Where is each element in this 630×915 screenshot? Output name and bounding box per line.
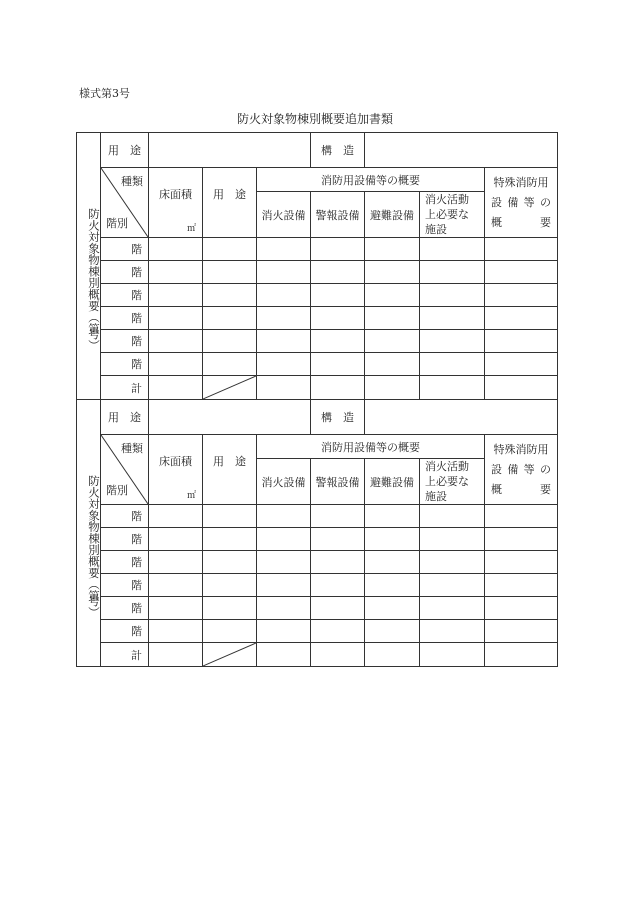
extinguishing-equipment-header: 消火設備 xyxy=(257,192,311,238)
floor-area-cell[interactable] xyxy=(149,353,203,376)
alarm-cell[interactable] xyxy=(311,620,365,643)
side-label-tail: 号） xyxy=(87,594,101,618)
total-extinguishing-cell[interactable] xyxy=(257,643,311,667)
special-equipment-header: 特殊消防用 設 備 等 の 概 要 xyxy=(485,435,558,505)
use-cell[interactable] xyxy=(203,597,257,620)
evacuation-cell[interactable] xyxy=(365,574,420,597)
special-cell[interactable] xyxy=(485,574,558,597)
form-number: 様式第3号 xyxy=(79,87,130,100)
kind-floor-header xyxy=(101,435,149,505)
structure-label: 構 造 xyxy=(311,400,365,435)
use-cell[interactable] xyxy=(203,551,257,574)
building-summary-block xyxy=(76,399,557,667)
alarm-cell[interactable] xyxy=(311,353,365,376)
firefighting-facility-header: 消火活動 上必要な 施設 xyxy=(420,459,485,505)
firefighting-facility-header: 消火活動 上必要な 施設 xyxy=(420,192,485,238)
use-cell[interactable] xyxy=(203,620,257,643)
floor-area-label: 床面積 xyxy=(159,188,192,201)
firefighting-cell[interactable] xyxy=(420,574,485,597)
area-unit: ㎡ xyxy=(186,491,196,501)
floor-area-cell[interactable] xyxy=(149,551,203,574)
evacuation-cell[interactable] xyxy=(365,284,420,307)
special-cell[interactable] xyxy=(485,284,558,307)
special-cell[interactable] xyxy=(485,620,558,643)
alarm-cell[interactable] xyxy=(311,505,365,528)
use-cell[interactable] xyxy=(203,330,257,353)
side-label-box xyxy=(76,399,100,667)
use-col-header: 用 途 xyxy=(203,168,257,238)
alarm-cell[interactable] xyxy=(311,284,365,307)
firefighting-cell[interactable] xyxy=(420,505,485,528)
evacuation-cell[interactable] xyxy=(365,597,420,620)
alarm-cell[interactable] xyxy=(311,307,365,330)
side-label-main: 防火対象物棟別概要（第 xyxy=(87,474,101,602)
floor-area-cell[interactable] xyxy=(149,284,203,307)
floor-row-label: 階 xyxy=(101,330,149,353)
floor-area-cell[interactable] xyxy=(149,574,203,597)
fire-equipment-header: 消防用設備等の概要 xyxy=(257,435,485,459)
special-cell[interactable] xyxy=(485,261,558,284)
extinguishing-cell[interactable] xyxy=(257,528,311,551)
floor-area-cell[interactable] xyxy=(149,505,203,528)
use-value-field[interactable] xyxy=(149,133,311,168)
building-summary-block xyxy=(76,132,557,400)
special-cell[interactable] xyxy=(485,353,558,376)
total-evacuation-cell[interactable] xyxy=(365,376,420,400)
alarm-equipment-header: 警報設備 xyxy=(311,192,365,238)
extinguishing-cell[interactable] xyxy=(257,238,311,261)
structure-value-field[interactable] xyxy=(365,133,558,168)
floor-row-label: 階 xyxy=(101,574,149,597)
extinguishing-cell[interactable] xyxy=(257,330,311,353)
special-cell[interactable] xyxy=(485,505,558,528)
side-label-main: 防火対象物棟別概要（第 xyxy=(87,207,101,335)
special-cell[interactable] xyxy=(485,528,558,551)
firefighting-cell[interactable] xyxy=(420,551,485,574)
floor-row-label: 階 xyxy=(101,505,149,528)
special-cell[interactable] xyxy=(485,597,558,620)
extinguishing-cell[interactable] xyxy=(257,284,311,307)
use-label: 用 途 xyxy=(101,133,149,168)
floor-row-label: 階 xyxy=(101,353,149,376)
area-unit: ㎡ xyxy=(186,224,196,234)
total-use-cell-struck xyxy=(203,643,257,667)
total-alarm-cell[interactable] xyxy=(311,643,365,667)
extinguishing-cell[interactable] xyxy=(257,353,311,376)
firefighting-cell[interactable] xyxy=(420,307,485,330)
structure-value-field[interactable] xyxy=(365,400,558,435)
alarm-cell[interactable] xyxy=(311,597,365,620)
special-equipment-header: 特殊消防用 設 備 等 の 概 要 xyxy=(485,168,558,238)
side-label-tail: 号） xyxy=(87,327,101,351)
evacuation-cell[interactable] xyxy=(365,330,420,353)
kind-floor-header xyxy=(101,168,149,238)
structure-label: 構 造 xyxy=(311,133,365,168)
firefighting-cell[interactable] xyxy=(420,261,485,284)
use-label: 用 途 xyxy=(101,400,149,435)
floor-row-label: 階 xyxy=(101,528,149,551)
document-title: 防火対象物棟別概要追加書類 xyxy=(236,112,393,126)
floor-row-label: 階 xyxy=(101,597,149,620)
extinguishing-cell[interactable] xyxy=(257,307,311,330)
evacuation-equipment-header: 避難設備 xyxy=(365,192,420,238)
total-special-cell[interactable] xyxy=(485,376,558,400)
evacuation-equipment-header: 避難設備 xyxy=(365,459,420,505)
use-cell[interactable] xyxy=(203,261,257,284)
use-cell[interactable] xyxy=(203,307,257,330)
alarm-cell[interactable] xyxy=(311,261,365,284)
total-label: 計 xyxy=(101,643,149,667)
floor-row-label: 階 xyxy=(101,261,149,284)
firefighting-cell[interactable] xyxy=(420,238,485,261)
total-area-cell[interactable] xyxy=(149,376,203,400)
floor-row-label: 階 xyxy=(101,620,149,643)
kind-label: 種類 xyxy=(121,442,143,455)
special-cell[interactable] xyxy=(485,330,558,353)
total-firefighting-cell[interactable] xyxy=(420,643,485,667)
total-special-cell[interactable] xyxy=(485,643,558,667)
extinguishing-equipment-header: 消火設備 xyxy=(257,459,311,505)
floor-area-cell[interactable] xyxy=(149,261,203,284)
use-cell[interactable] xyxy=(203,284,257,307)
kind-label: 種類 xyxy=(121,175,143,188)
total-firefighting-cell[interactable] xyxy=(420,376,485,400)
floor-row-label: 階 xyxy=(101,284,149,307)
side-label-box xyxy=(76,132,100,400)
firefighting-cell[interactable] xyxy=(420,330,485,353)
use-cell[interactable] xyxy=(203,505,257,528)
floor-area-label: 床面積 xyxy=(159,455,192,468)
firefighting-cell[interactable] xyxy=(420,597,485,620)
fire-equipment-header: 消防用設備等の概要 xyxy=(257,168,485,192)
evacuation-cell[interactable] xyxy=(365,620,420,643)
floor-row-label: 階 xyxy=(101,238,149,261)
firefighting-cell[interactable] xyxy=(420,528,485,551)
floor-area-header xyxy=(149,168,203,238)
summary-table xyxy=(100,399,558,667)
use-cell[interactable] xyxy=(203,238,257,261)
evacuation-cell[interactable] xyxy=(365,551,420,574)
floor-area-cell[interactable] xyxy=(149,620,203,643)
use-value-field[interactable] xyxy=(149,400,311,435)
use-cell[interactable] xyxy=(203,353,257,376)
alarm-cell[interactable] xyxy=(311,574,365,597)
alarm-cell[interactable] xyxy=(311,330,365,353)
evacuation-cell[interactable] xyxy=(365,505,420,528)
use-cell[interactable] xyxy=(203,574,257,597)
evacuation-cell[interactable] xyxy=(365,353,420,376)
evacuation-cell[interactable] xyxy=(365,261,420,284)
alarm-cell[interactable] xyxy=(311,551,365,574)
floor-row-label: 階 xyxy=(101,307,149,330)
alarm-cell[interactable] xyxy=(311,528,365,551)
floor-label: 階別 xyxy=(106,217,128,230)
floor-area-cell[interactable] xyxy=(149,330,203,353)
use-cell[interactable] xyxy=(203,528,257,551)
extinguishing-cell[interactable] xyxy=(257,551,311,574)
floor-area-header xyxy=(149,435,203,505)
floor-area-cell[interactable] xyxy=(149,307,203,330)
extinguishing-cell[interactable] xyxy=(257,505,311,528)
total-label: 計 xyxy=(101,376,149,400)
evacuation-cell[interactable] xyxy=(365,307,420,330)
firefighting-cell[interactable] xyxy=(420,284,485,307)
total-alarm-cell[interactable] xyxy=(311,376,365,400)
floor-row-label: 階 xyxy=(101,551,149,574)
total-use-cell-struck xyxy=(203,376,257,400)
floor-label: 階別 xyxy=(106,484,128,497)
firefighting-cell[interactable] xyxy=(420,620,485,643)
extinguishing-cell[interactable] xyxy=(257,261,311,284)
extinguishing-cell[interactable] xyxy=(257,574,311,597)
firefighting-cell[interactable] xyxy=(420,353,485,376)
extinguishing-cell[interactable] xyxy=(257,597,311,620)
floor-area-cell[interactable] xyxy=(149,238,203,261)
evacuation-cell[interactable] xyxy=(365,238,420,261)
floor-area-cell[interactable] xyxy=(149,528,203,551)
alarm-equipment-header: 警報設備 xyxy=(311,459,365,505)
special-cell[interactable] xyxy=(485,238,558,261)
special-cell[interactable] xyxy=(485,551,558,574)
alarm-cell[interactable] xyxy=(311,238,365,261)
extinguishing-cell[interactable] xyxy=(257,620,311,643)
use-col-header: 用 途 xyxy=(203,435,257,505)
special-cell[interactable] xyxy=(485,307,558,330)
evacuation-cell[interactable] xyxy=(365,528,420,551)
total-evacuation-cell[interactable] xyxy=(365,643,420,667)
total-extinguishing-cell[interactable] xyxy=(257,376,311,400)
floor-area-cell[interactable] xyxy=(149,597,203,620)
total-area-cell[interactable] xyxy=(149,643,203,667)
summary-table xyxy=(100,132,558,400)
